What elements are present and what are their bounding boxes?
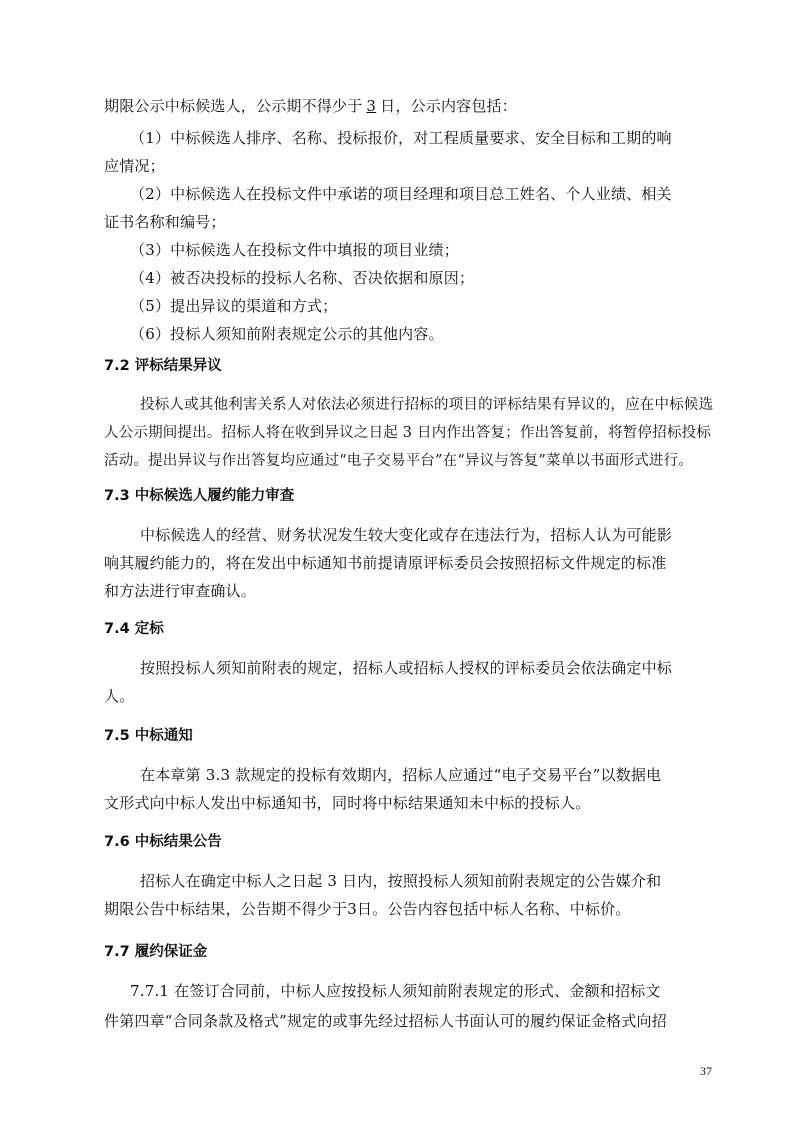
section-heading-7-6: 7.6 中标结果公告 [104,834,222,850]
section-heading-7-2: 7.2 评标结果异议 [104,358,222,374]
intro-line [104,96,517,116]
paragraph-line: 在本章第 3.3 款规定的投标有效期内，招标人应通过“电子交易平台”以数据电 [140,766,662,784]
paragraph-line: 人。 [104,687,135,705]
paragraph-line: 和方法进行审查确认。 [104,582,257,600]
page-number: 37 [700,1064,712,1078]
paragraph-line: 件第四章“合同条款及格式”规定的或事先经过招标人书面认可的履约保证金格式向招 [104,1012,667,1030]
list-item: （2）中标候选人在投标文件中承诺的项目经理和项目总工姓名、个人业绩、相关 [130,185,672,203]
paragraph-line: 按照投标人须知前附表的规定，招标人或招标人授权的评标委员会依法确定中标 [140,659,673,677]
paragraph-line: 文形式向中标人发出中标通知书，同时将中标结果通知未中标的投标人。 [104,794,591,812]
paragraph-line: 7.7.1 在签订合同前，中标人应按投标人须知前附表规定的形式、金额和招标文 [130,982,661,1000]
list-item: （6）投标人须知前附表规定公示的其他内容。 [130,325,444,343]
paragraph-line: 人公示期间提出。招标人将在收到异议之日起 3 日内作出答复；作出答复前，将暂停招标投标 [104,425,712,441]
list-item: （1）中标候选人排序、名称、投标报价，对工程质量要求、安全目标和工期的响 [130,129,672,147]
section-heading-7-4: 7.4 定标 [104,621,164,637]
paragraph-line: 响其履约能力的，将在发出中标通知书前提请原评标委员会按照招标文件规定的标准 [104,554,667,572]
paragraph-line: 期限公告中标结果，公告期不得少于3日。公告内容包括中标人名称、中标价。 [104,900,631,918]
section-heading-7-7: 7.7 履约保证金 [104,944,208,960]
list-item-cont: 证书名称和编号； [104,213,226,231]
intro-text: 期限公示中标候选人，公示期不得少于 [104,97,363,115]
section-heading-7-5: 7.5 中标通知 [104,728,193,744]
list-item: （5）提出异议的渠道和方式； [130,297,338,315]
paragraph-line: 中标候选人的经营、财务状况发生较大变化或存在违法行为，招标人认为可能影 [140,526,673,544]
paragraph-line: 活动。提出异议与作出答复均应通过“电子交易平台”在“异议与答复”菜单以书面形式进行。 [104,453,694,469]
publicity-days: 3 [366,97,377,115]
list-item: （4）被否决投标的投标人名称、否决依据和原因； [130,269,475,287]
intro-text-end: 日，公示内容包括： [380,97,517,115]
list-item-cont: 应情况； [104,157,165,175]
paragraph-line: 招标人在确定中标人之日起 3 日内，按照投标人须知前附表规定的公告媒介和 [140,872,662,890]
list-item: （3）中标候选人在投标文件中填报的项目业绩； [130,241,459,259]
paragraph-line: 投标人或其他利害关系人对依法必须进行招标的项目的评标结果有异议的，应在中标候选 [140,397,714,413]
section-heading-7-3: 7.3 中标候选人履约能力审查 [104,488,295,504]
